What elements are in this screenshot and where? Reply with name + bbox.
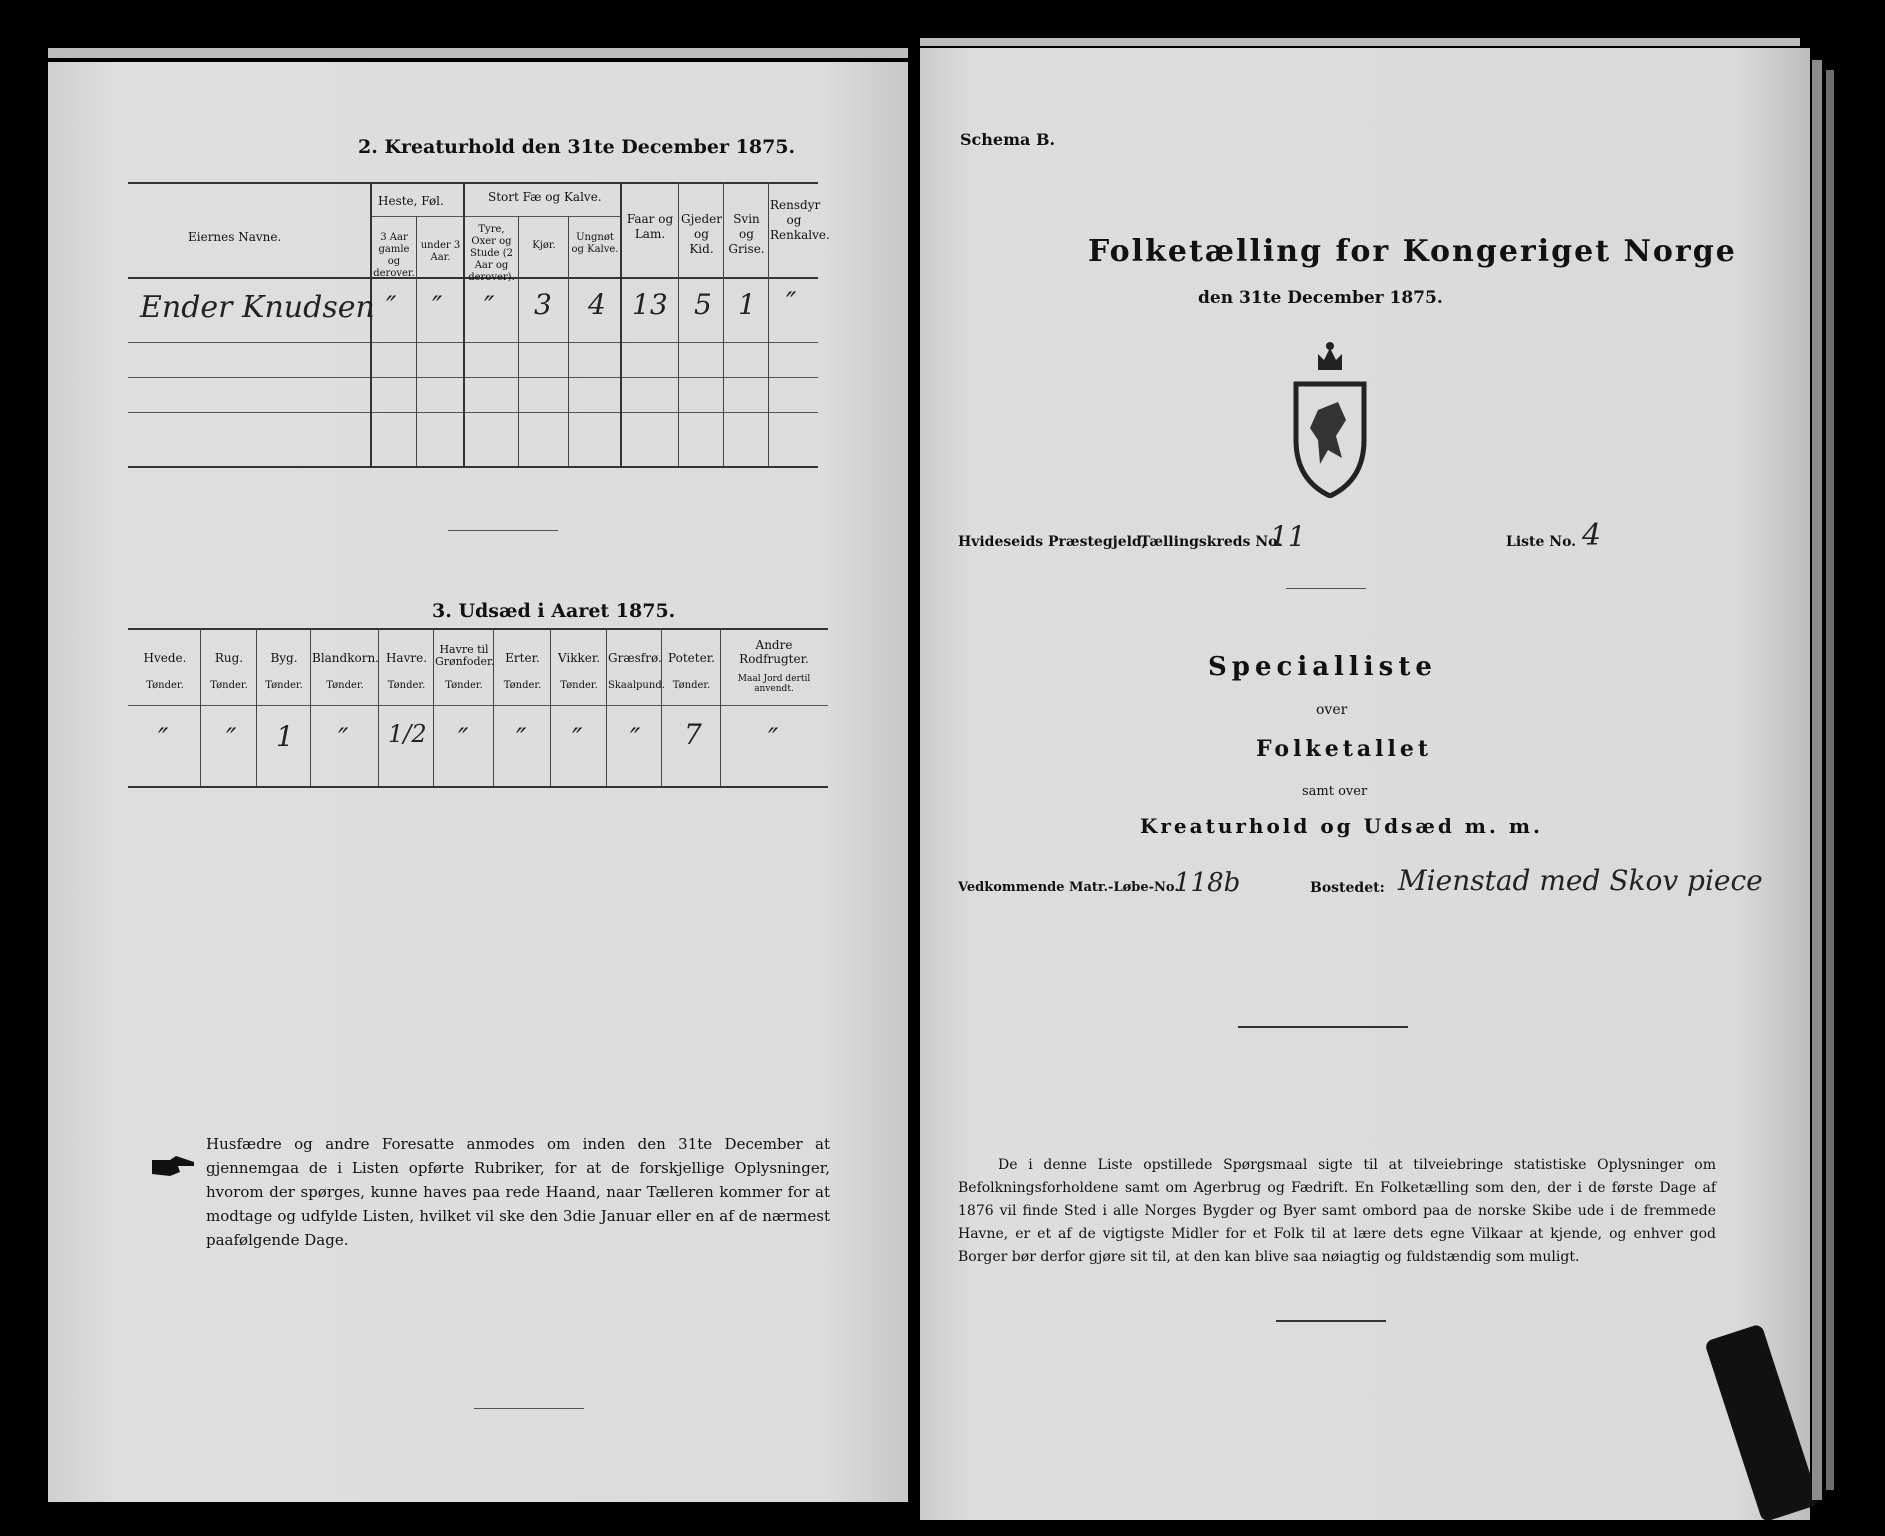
separator xyxy=(1276,1320,1386,1322)
value-andre: ″ xyxy=(768,722,779,755)
unit-blandkorn: Tønder. xyxy=(326,680,364,691)
kreds-value: 11 xyxy=(1270,520,1306,553)
unit-havre: Tønder. xyxy=(387,680,426,691)
page-stack-edge xyxy=(1826,70,1834,1490)
value-kjor: 3 xyxy=(534,288,552,321)
main-title: Folketælling for Kongeriget Norge xyxy=(1088,234,1737,269)
bostedet-label: Bostedet: xyxy=(1310,880,1385,896)
value-hvede: ″ xyxy=(158,722,169,755)
bostedet-value: Mienstad med Skov piece xyxy=(1398,864,1763,897)
unit-byg: Tønder. xyxy=(265,680,303,691)
samt-over-text: samt over xyxy=(1302,784,1368,799)
unit-andre: Maal Jord dertil anvendt. xyxy=(737,674,811,694)
header-heste-young: under 3 Aar. xyxy=(420,240,461,263)
value-faar: 13 xyxy=(632,288,668,321)
info-paragraph: De i denne Liste opstillede Spørgsmaal sigte til at tilveiebringe statistiske Oplysninger om Befolkningsforholdene samt om Agerbrug og Fædrift. En Folketælling som den, der i de første Dage af 1876 vil finde Sted i alle Norges Bygder og Byer samt ombord paa de norske Skibe ude i de fremmede Havne, er et af de vigtigste Midler for et Folk til at lære dets egne Vilkaar at kjende, og enhver god Borger bør derfor gjøre sit til, at den kan blive saa nøiagtig og fuldstændig som muligt. xyxy=(958,1157,1716,1265)
liste-value: 4 xyxy=(1582,518,1602,553)
header-graesfro: Græsfrø. xyxy=(608,651,662,665)
header-rensdyr: Rensdyr og Renkalve. xyxy=(770,198,830,242)
value-havre-gronfoder: ″ xyxy=(458,722,469,755)
header-svin: Svin og Grise. xyxy=(728,212,765,256)
header-erter: Erter. xyxy=(505,651,540,665)
value-ungnot: 4 xyxy=(588,288,606,321)
page-stack-edge xyxy=(1812,60,1822,1500)
table-rule xyxy=(128,182,818,184)
page-edge xyxy=(48,48,908,58)
header-byg: Byg. xyxy=(270,651,298,665)
unit-vikker: Tønder. xyxy=(560,680,598,691)
value-vikker: ″ xyxy=(572,722,583,755)
unit-erter: Tønder. xyxy=(503,680,542,691)
header-rug: Rug. xyxy=(214,651,244,665)
unit-poteter: Tønder. xyxy=(672,680,711,691)
header-gjeder: Gjeder og Kid. xyxy=(681,212,722,256)
date-line: den 31te December 1875. xyxy=(1198,288,1443,308)
value-byg: 1 xyxy=(276,720,294,753)
header-hvede: Hvede. xyxy=(143,651,187,665)
value-erter: ″ xyxy=(516,722,527,755)
coat-of-arms-icon xyxy=(1288,340,1372,498)
pointing-hand-icon xyxy=(150,1154,196,1178)
unit-graesfro: Skaalpund. xyxy=(608,680,665,691)
kreaturhold-title: Kreaturhold og Udsæd m. m. xyxy=(1140,814,1543,838)
page-edge xyxy=(920,38,1800,46)
over-text: over xyxy=(1316,702,1348,718)
value-graesfro: ″ xyxy=(630,722,641,755)
value-heste-young: ″ xyxy=(432,290,443,323)
separator xyxy=(448,530,558,531)
value-tyre: ″ xyxy=(484,290,495,323)
separator xyxy=(1238,1026,1408,1028)
separator xyxy=(1286,588,1366,589)
header-kjor: Kjør. xyxy=(532,240,556,251)
header-heste-old: 3 Aar gamle og derover. xyxy=(373,232,415,279)
section-2-title: 2. Kreaturhold den 31te December 1875. xyxy=(358,136,796,158)
header-faar: Faar og Lam. xyxy=(626,212,674,241)
unit-hvede: Tønder. xyxy=(146,680,184,691)
value-havre: 1/2 xyxy=(388,720,427,748)
kreds-label: Tællingskreds No. xyxy=(1140,534,1283,550)
matr-label: Vedkommende Matr.-Løbe-No. xyxy=(958,880,1179,895)
owner-name: Ender Knudsen xyxy=(140,290,375,325)
header-vikker: Vikker. xyxy=(557,651,601,665)
header-andre-rodfrugter: Andre Rodfrugter. xyxy=(739,638,809,666)
binding-clip xyxy=(1704,1323,1820,1522)
section-3-title: 3. Udsæd i Aaret 1875. xyxy=(432,600,676,622)
prestegjeld-label: Hvideseids Præstegjeld, xyxy=(958,534,1147,550)
folketallet-title: Folketallet xyxy=(1256,736,1432,762)
header-havre: Havre. xyxy=(385,651,428,665)
value-gjeder: 5 xyxy=(694,288,712,321)
value-svin: 1 xyxy=(738,288,756,321)
notice-text: Husfædre og andre Foresatte anmodes om inden den 31te December at gjennemgaa de i Listen opførte Rubriker, for at de forskjellige Oplysninger, hvorom der spørges, kunne haves paa rede Haand, naar Tælleren kommer for at modtage og udfylde Listen, hvilket vil ske den 3die Januar eller en af de nærmest paafølgende Dage. xyxy=(206,1135,830,1249)
value-poteter: 7 xyxy=(684,718,702,751)
specialliste-title: Specialliste xyxy=(1208,652,1437,682)
unit-havre-gronfoder: Tønder. xyxy=(445,680,483,691)
header-ungnot: Ungnøt og Kalve. xyxy=(571,232,619,255)
unit-rug: Tønder. xyxy=(210,680,248,691)
header-blandkorn: Blandkorn. xyxy=(312,651,379,665)
left-page xyxy=(48,62,908,1502)
schema-label: Schema B. xyxy=(960,130,1056,149)
separator xyxy=(474,1408,584,1409)
value-rensdyr: ″ xyxy=(786,286,797,319)
header-stort-fae: Stort Fæ og Kalve. xyxy=(488,190,602,204)
value-rug: ″ xyxy=(226,722,237,755)
header-tyre: Tyre, Oxer og Stude (2 Aar og derover). xyxy=(468,224,515,283)
matr-value: 118b xyxy=(1174,868,1241,898)
right-page xyxy=(920,48,1810,1520)
header-owner: Eiernes Navne. xyxy=(188,230,282,244)
value-heste-old: ″ xyxy=(386,290,397,323)
header-poteter: Poteter. xyxy=(668,651,715,665)
header-havre-gronfoder: Havre til Grønfoder. xyxy=(435,643,495,668)
header-heste: Heste, Føl. xyxy=(378,194,444,208)
value-blandkorn: ″ xyxy=(338,722,349,755)
liste-label: Liste No. xyxy=(1506,534,1577,550)
